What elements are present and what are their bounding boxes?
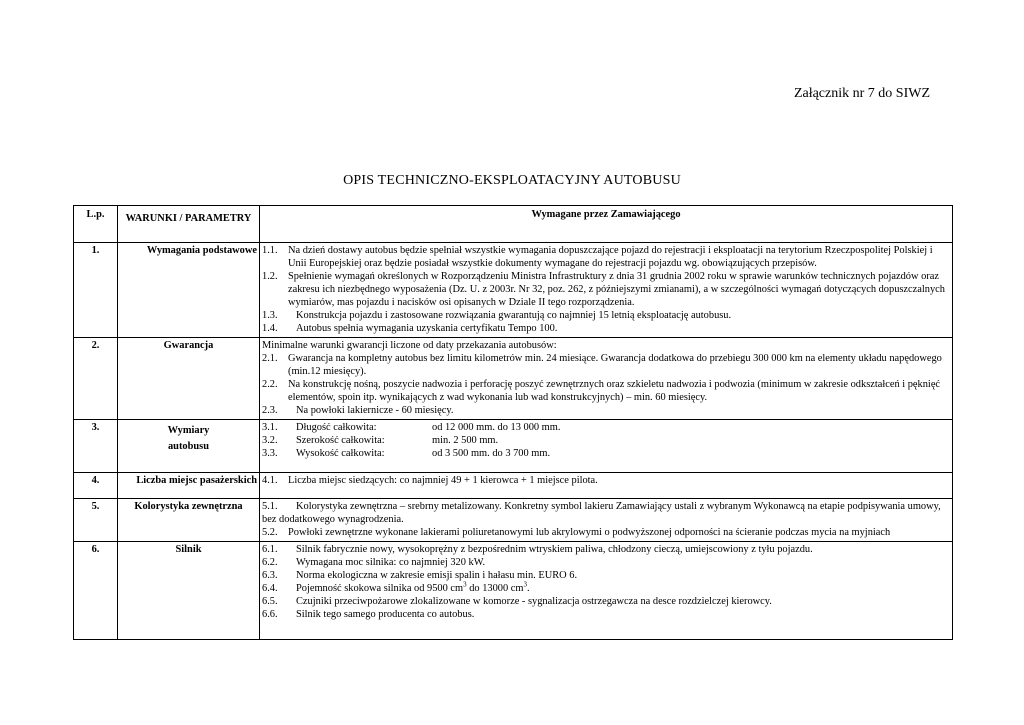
item-text [296,582,950,595]
table-row [74,473,953,499]
item-number: 6.1. [262,544,278,555]
table-header-row [74,206,953,243]
table-row [74,542,953,640]
item-value: od 12 000 mm. do 13 000 mm. [432,422,561,433]
item-text: Wymagana moc silnika: co najmniej 320 kW. [296,557,486,568]
superscript: 3 [523,580,527,589]
table-row [74,243,953,338]
specification-table [73,205,953,640]
item-number: 1.2. [262,271,278,282]
row-number: 6. [74,542,118,640]
item-text: Silnik fabrycznie nowy, wysokoprężny z bezpośrednim wtryskiem paliwa, chłodzony cieczą, umiejscowiony z tyłu pojazdu. [296,544,813,555]
row-content [260,243,953,338]
row-intro: Minimalne warunki gwarancji liczone od daty przekazania autobusów: [262,340,557,351]
row-number: 5. [74,499,118,542]
item-number: 5.2. [262,527,278,538]
item-text: Konstrukcja pojazdu i zastosowane rozwiązania gwarantują co najmniej 15 letnią eksploatację autobusu. [296,310,732,321]
item-number: 4.1. [262,475,278,486]
header-requirements: Wymagane przez Zamawiającego [260,206,953,243]
list-item [262,421,950,434]
list-item [262,352,950,378]
item-number: 6.4. [262,583,278,594]
row-label: Liczba miejsc pasażerskich [118,473,260,499]
document-title: OPIS TECHNICZNO-EKSPLOATACYJNY AUTOBUSU [343,173,681,188]
row-content [260,473,953,499]
item-text: Norma ekologiczna w zakresie emisji spalin i hałasu min. EURO 6. [296,570,578,581]
item-number: 2.3. [262,405,278,416]
list-item [262,582,950,595]
row-label: Kolorystyka zewnętrzna [118,499,260,542]
item-text-part: . [526,583,530,594]
item-number: 1.1. [262,245,278,256]
item-number: 1.3. [262,310,278,321]
row-content [260,499,953,542]
list-item [262,322,950,335]
item-text-part: do 13000 cm [466,583,524,594]
item-text-part: Pojemność skokowa silnika od 9500 cm [296,583,464,594]
item-number: 3.3. [262,448,278,459]
item-text: Powłoki zewnętrzne wykonane lakierami poliuretanowymi lub akrylowymi o podwyższonej odporności na ścieranie podczas mycia na myjniach [288,527,891,538]
item-text: Kolorystyka zewnętrzna – srebrny metalizowany. Konkretny symbol lakieru Zamawiający ustali z wybranym Wykonawcą na etapie podpisywania umowy, bez dodatkowego wynagrodzenia. [262,501,941,525]
list-item [262,474,950,487]
annex-label: Załącznik nr 7 do SIWZ [793,86,930,101]
list-item [262,526,950,539]
list-item [262,556,950,569]
row-content [260,542,953,640]
list-item [262,378,950,404]
row-number: 1. [74,243,118,338]
item-text: Autobus spełnia wymagania uzyskania certyfikatu Tempo 100. [296,323,558,334]
item-number: 2.2. [262,379,278,390]
table-row [74,420,953,473]
list-item [262,404,950,417]
item-text: Na powłoki lakiernicze - 60 miesięcy. [296,405,454,416]
row-label: Gwarancja [118,338,260,420]
list-item [262,309,950,322]
row-label: Silnik [118,542,260,640]
item-number: 6.3. [262,570,278,581]
list-item [262,595,950,608]
list-item [262,434,950,447]
item-value: od 3 500 mm. do 3 700 mm. [432,448,551,459]
item-number: 3.2. [262,435,278,446]
item-text: Spełnienie wymagań określonych w Rozporządzeniu Ministra Infrastruktury z dnia 31 grudnia 2002 roku w sprawie warunków technicznych pojazdów oraz zakresu ich niezbędnego wyposażenia (Dz. U. z 2003r. Nr 32, poz. 262, z późniejszymi zmianami), a w szczególności wymagań dotyczących dopuszczalnych wymiarów, mas pojazdu i nacisków osi opisanych w Dziale II tego rozporządzenia. [288,271,945,308]
row-content [260,338,953,420]
item-text: Na konstrukcję nośną, poszycie nadwozia i perforację poszyć zewnętrznych oraz szkieletu nadwozia i podwozia (minimum w zakresie odkształceń i pęknięć elementów, spoin itp. wynikających z wad wykonania lub wad konstrukcyjnych) – min. 60 miesięcy. [288,379,941,403]
item-number: 3.1. [262,422,278,433]
row-number: 3. [74,420,118,473]
row-label: Wymagania podstawowe [118,243,260,338]
list-item [262,543,950,556]
item-text: Liczba miejsc siedzących: co najmniej 49 + 1 kierowca + 1 miejsce pilota. [288,475,598,486]
header-parameters: WARUNKI / PARAMETRY [118,206,260,243]
item-text: Szerokość całkowita: [296,435,385,446]
row-number: 4. [74,473,118,499]
row-label [118,420,260,473]
item-number: 1.4. [262,323,278,334]
item-number: 6.6. [262,609,278,620]
item-value: min. 2 500 mm. [432,435,499,446]
item-number: 6.5. [262,596,278,607]
table-row [74,338,953,420]
list-item [262,244,950,270]
item-text: Silnik tego samego producenta co autobus. [296,609,475,620]
item-text: Czujniki przeciwpożarowe zlokalizowane w komorze - sygnalizacja ostrzegawcza na desce rozdzielczej kierowcy. [296,596,772,607]
item-number: 6.2. [262,557,278,568]
item-text: Gwarancja na kompletny autobus bez limitu kilometrów min. 24 miesiące. Gwarancja dodatkowa do przebiegu 300 000 km na elementy układu napędowego (min.12 miesięcy). [288,353,942,377]
row-label-line1: Wymiary [167,425,210,436]
list-item [262,569,950,582]
item-text: Wysokość całkowita: [296,448,385,459]
superscript: 3 [463,580,467,589]
item-text: Na dzień dostawy autobus będzie spełniał wszystkie wymagania dopuszczające pojazd do rejestracji i eksploatacji na terytorium Rzeczpospolitej Polskiej i Unii Europejskiej oraz będzie posiadał wszystkie dokumenty wymagane do rejestracji pojazdu wg. obowiązujących przepisów. [288,245,933,269]
table-row [74,499,953,542]
list-item [262,270,950,309]
row-content [260,420,953,473]
list-item [262,500,950,526]
item-number: 5.1. [262,501,278,512]
row-label-line2: autobusu [167,441,209,452]
item-number: 2.1. [262,353,278,364]
list-item [262,608,950,621]
header-lp: L.p. [74,206,118,243]
list-item [262,447,950,460]
row-number: 2. [74,338,118,420]
item-text: Długość całkowita: [296,422,377,433]
